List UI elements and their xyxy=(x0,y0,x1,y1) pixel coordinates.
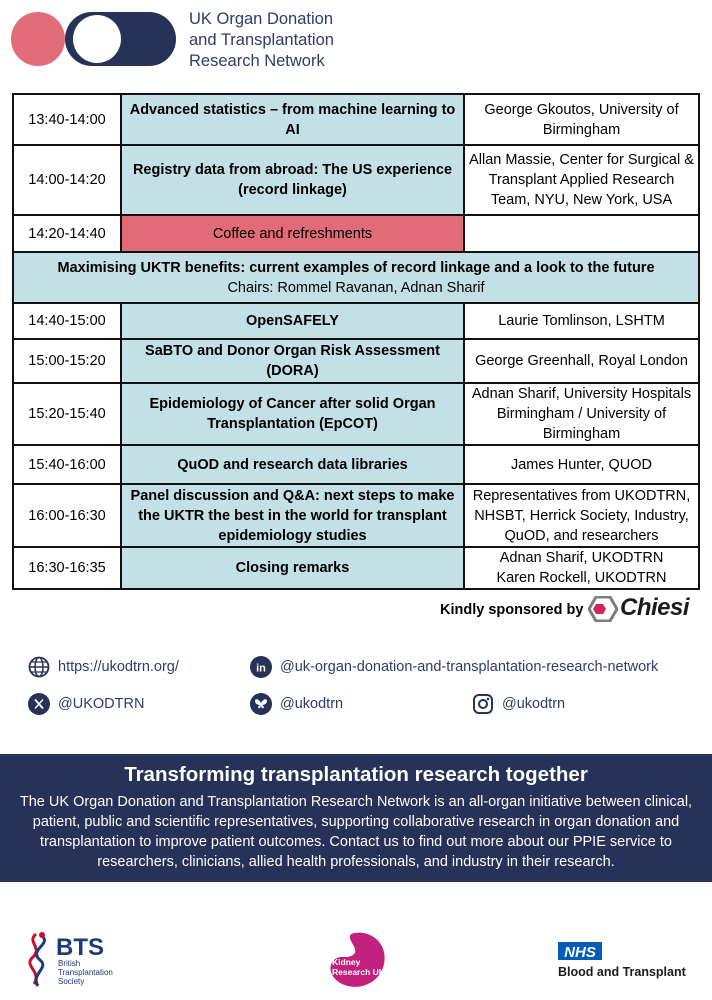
chiesi-logo-icon xyxy=(588,596,618,622)
time-cell: 14:20-14:40 xyxy=(13,215,121,252)
globe-icon xyxy=(28,656,50,678)
talk-cell: QuOD and research data libraries xyxy=(121,445,464,484)
ukodtrn-logo-icon xyxy=(10,10,180,68)
speaker-cell: Laurie Tomlinson, LSHTM xyxy=(464,303,699,339)
nhs-name: Blood and Transplant xyxy=(558,965,686,979)
table-row xyxy=(13,94,699,145)
time-cell: 15:00-15:20 xyxy=(13,339,121,383)
speaker-cell: George Gkoutos, University of Birmingham xyxy=(464,94,699,145)
kidney-research-uk-logo xyxy=(324,930,390,990)
bts-logo xyxy=(22,928,142,990)
instagram-link[interactable] xyxy=(472,693,565,715)
speaker-cell: James Hunter, QUOD xyxy=(464,445,699,484)
time-cell: 14:00-14:20 xyxy=(13,145,121,215)
talk-cell: Advanced statistics – from machine learning to AI xyxy=(121,94,464,145)
table-row xyxy=(13,547,699,589)
website-text: https://ukodtrn.org/ xyxy=(58,659,179,675)
talk-cell: Closing remarks xyxy=(121,547,464,589)
sponsor xyxy=(440,594,698,624)
x-icon xyxy=(28,693,50,715)
coffee-break-cell: Coffee and refreshments xyxy=(121,215,464,252)
linkedin-link[interactable] xyxy=(250,656,658,678)
instagram-icon xyxy=(472,693,494,715)
table-row xyxy=(13,215,699,252)
nhs-badge: NHS xyxy=(564,944,596,961)
bts-line2: Transplantation xyxy=(58,968,113,977)
time-cell: 15:20-15:40 xyxy=(13,383,121,445)
table-row xyxy=(13,383,699,445)
table-row xyxy=(13,445,699,484)
bts-abbr: BTS xyxy=(56,934,104,961)
table-row xyxy=(13,145,699,215)
x-link[interactable] xyxy=(28,693,144,715)
table-row xyxy=(13,339,699,383)
bluesky-text: @ukodtrn xyxy=(280,696,344,712)
bts-line3: Society xyxy=(58,977,85,986)
speaker-cell: Adnan Sharif, UKODTRN Karen Rockell, UKODTRN xyxy=(464,547,699,589)
sponsor-label: Kindly sponsored by xyxy=(440,602,584,618)
session-chairs: Chairs: Rommel Ravanan, Adnan Sharif xyxy=(227,279,485,296)
speaker-cell: Representatives from UKODTRN, NHSBT, Herrick Society, Industry, QuOD, and researchers xyxy=(464,484,699,547)
x-text: @UKODTRN xyxy=(58,696,145,712)
svg-text:in: in xyxy=(256,662,266,675)
bts-line1: British xyxy=(58,959,81,968)
mission-banner xyxy=(0,754,712,882)
programme-table xyxy=(12,93,700,590)
krk-line1: Kidney xyxy=(332,957,361,967)
bluesky-icon xyxy=(250,693,272,715)
time-cell: 14:40-15:00 xyxy=(13,303,121,339)
speaker-cell xyxy=(464,215,699,252)
talk-cell: Registry data from abroad: The US experience (record linkage) xyxy=(121,145,464,215)
banner-body: The UK Organ Donation and Transplantation Research Network is an all-organ initiative between clinical, patient, public and scientific representatives, supporting collaborative research in organ donation and transplantation to improve patient outcomes. Contact us to find out more about our PPIE service to researchers, clinicians, allied health professionals, and industry in their research. xyxy=(19,794,693,870)
speaker-cell: George Greenhall, Royal London xyxy=(464,339,699,383)
nhsbt-logo xyxy=(558,942,688,982)
linkedin-icon xyxy=(250,656,272,678)
talk-cell: SaBTO and Donor Organ Risk Assessment (DORA) xyxy=(121,339,464,383)
speaker-cell: Adnan Sharif, University Hospitals Birmingham / University of Birmingham xyxy=(464,383,699,445)
chiesi-brand: Chiesi xyxy=(620,594,690,621)
table-row xyxy=(13,484,699,547)
time-cell: 15:40-16:00 xyxy=(13,445,121,484)
banner-title: Transforming transplantation research together xyxy=(124,763,588,786)
table-row xyxy=(13,303,699,339)
krk-line2: Research UK xyxy=(332,967,385,977)
bluesky-link[interactable] xyxy=(250,693,343,715)
time-cell: 13:40-14:00 xyxy=(13,94,121,145)
instagram-text: @ukodtrn xyxy=(502,696,566,712)
website-link[interactable] xyxy=(28,656,179,678)
talk-cell: OpenSAFELY xyxy=(121,303,464,339)
time-cell: 16:30-16:35 xyxy=(13,547,121,589)
time-cell: 16:00-16:30 xyxy=(13,484,121,547)
header xyxy=(0,0,712,90)
speaker-cell: Allan Massie, Center for Surgical & Transplant Applied Research Team, NYU, New York, USA xyxy=(464,145,699,215)
talk-cell: Epidemiology of Cancer after solid Organ Transplantation (EpCOT) xyxy=(121,383,464,445)
session-title: Maximising UKTR benefits: current examples of record linkage and a look to the future xyxy=(57,259,655,276)
talk-cell: Panel discussion and Q&A: next steps to make the UKTR the best in the world for transplant epidemiology studies xyxy=(121,484,464,547)
session-row xyxy=(13,252,699,303)
linkedin-text: @uk-organ-donation-and-transplantation-research-network xyxy=(280,659,659,675)
org-name: UK Organ Donation and Transplantation Research Network xyxy=(189,10,334,70)
session-header xyxy=(13,252,699,303)
